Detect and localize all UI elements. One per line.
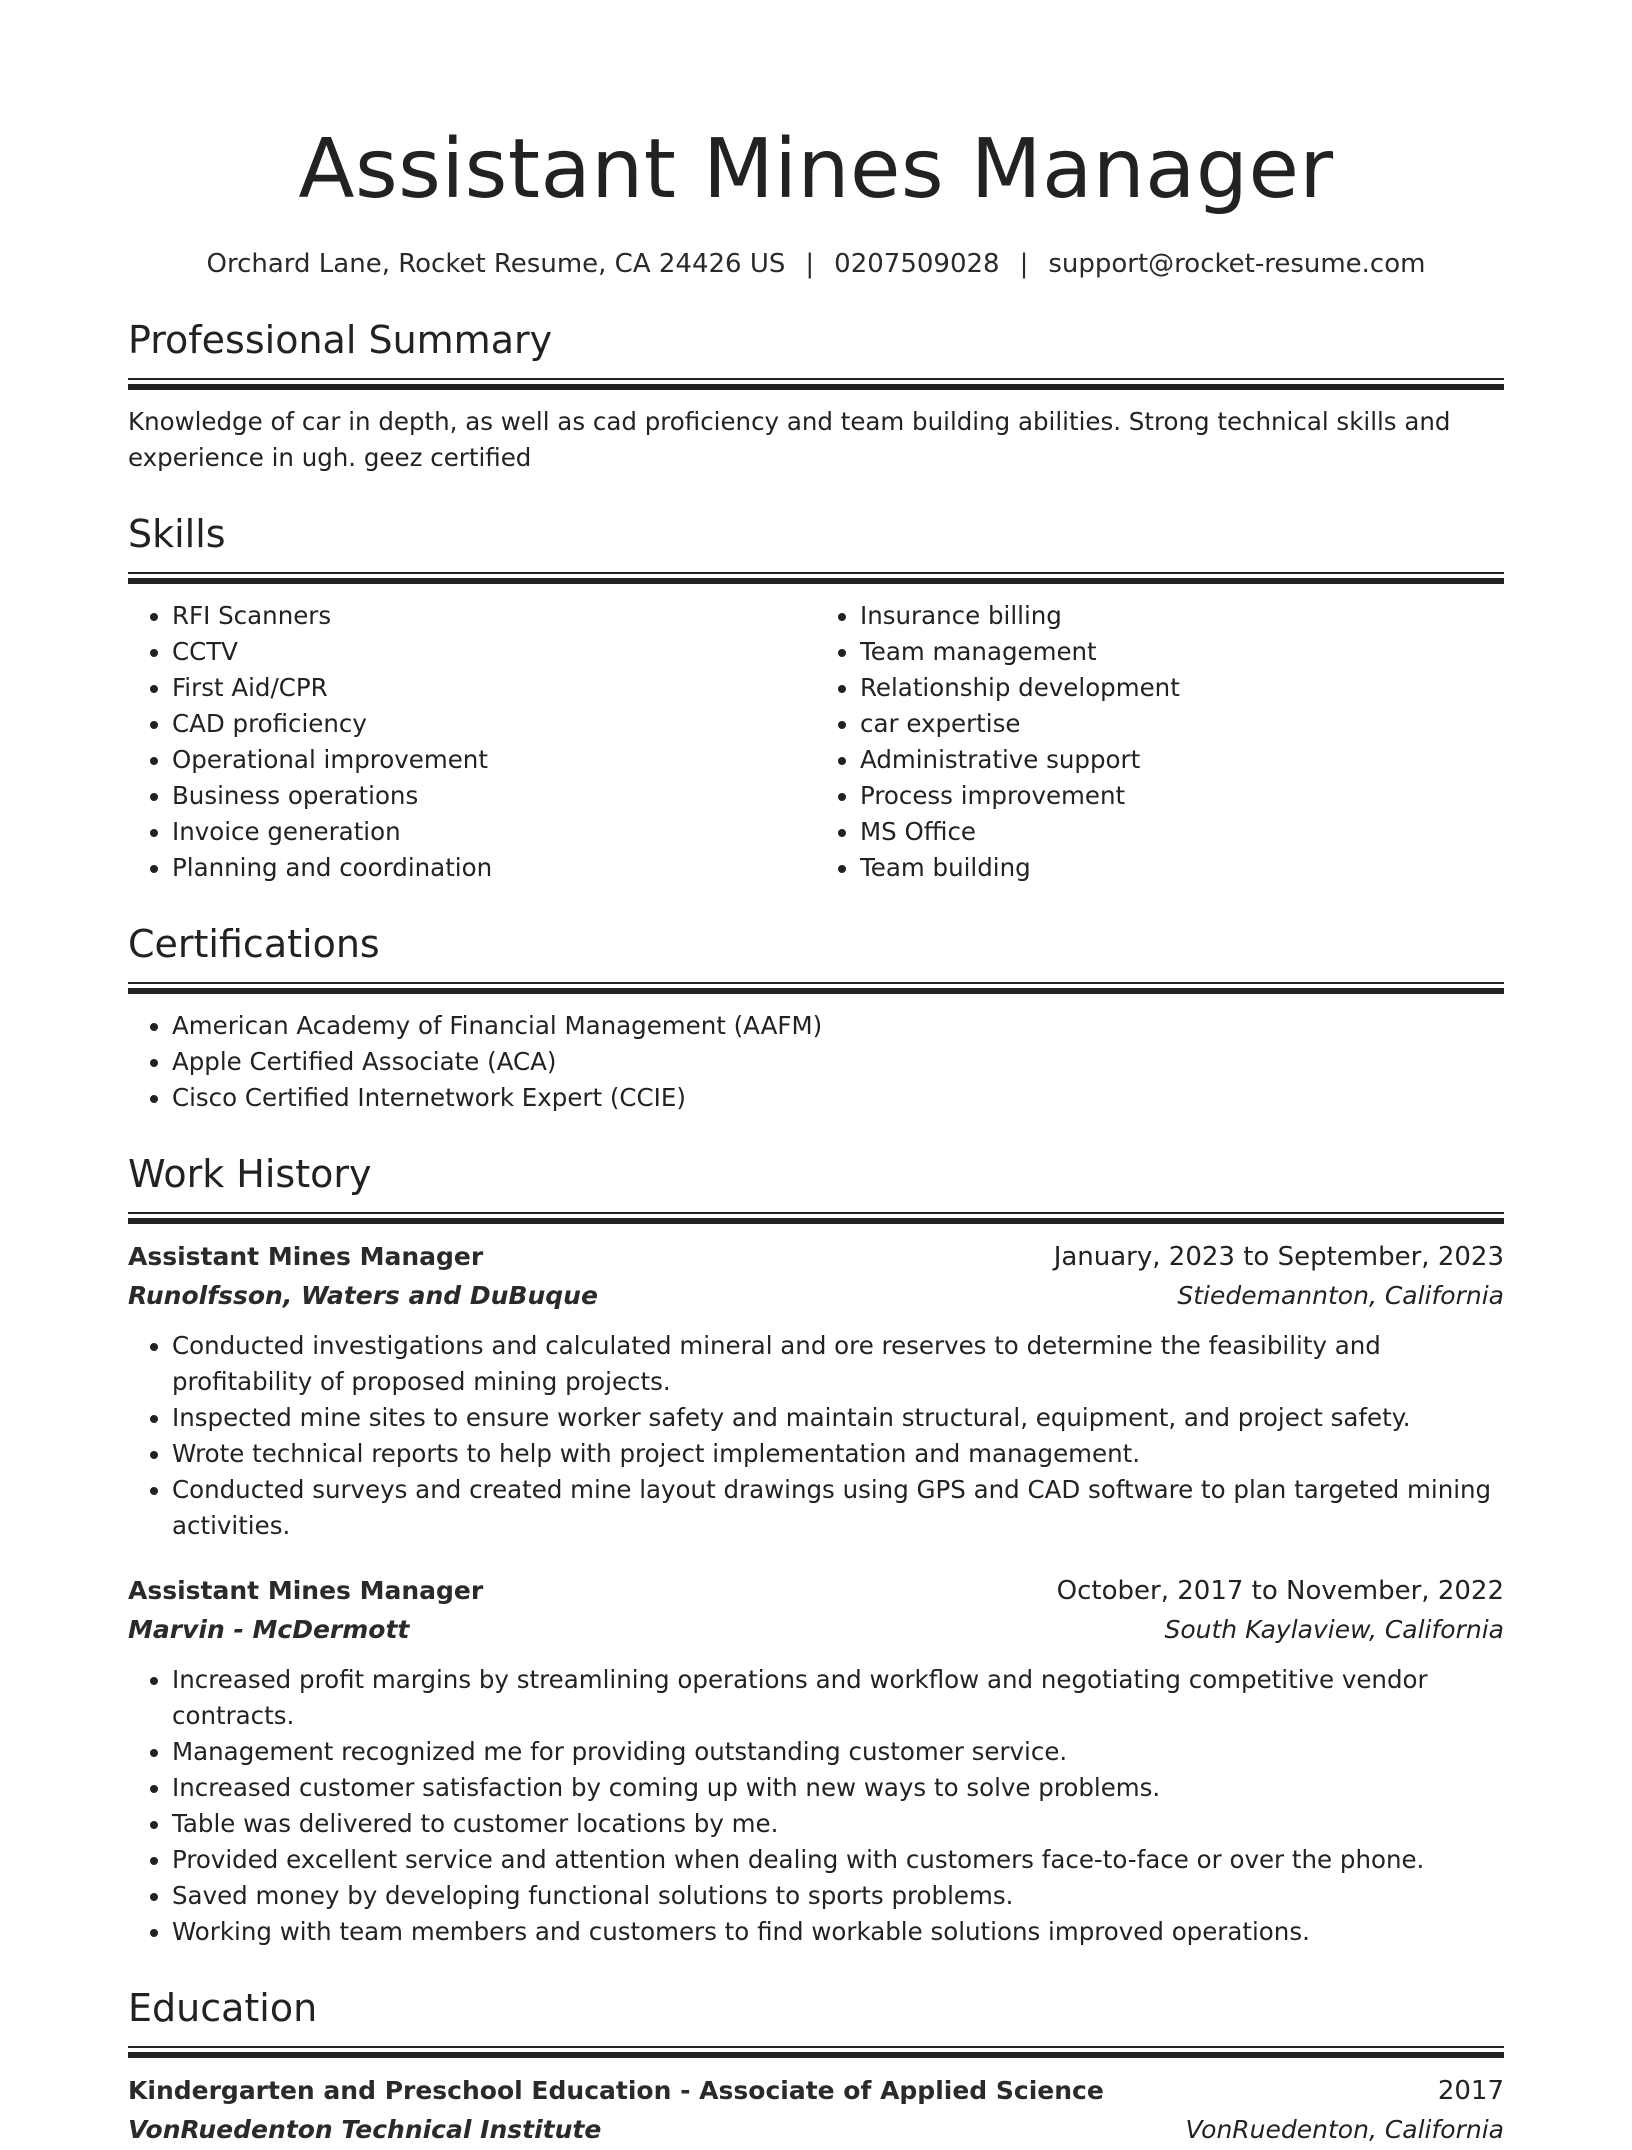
skill-item: • car expertise bbox=[860, 706, 1504, 742]
job-header-row bbox=[128, 1572, 1504, 1610]
job-bullet: • Inspected mine sites to ensure worker safety and maintain structural, equipment, and project safety. bbox=[172, 1400, 1504, 1436]
section-divider bbox=[128, 378, 1504, 390]
certification-item: • Cisco Certified Internetwork Expert (CCIE) bbox=[172, 1080, 1504, 1116]
skill-item: • Team management bbox=[860, 634, 1504, 670]
skill-item: • Business operations bbox=[172, 778, 816, 814]
skill-item: • Team building bbox=[860, 850, 1504, 886]
job-bullet: • Wrote technical reports to help with project implementation and management. bbox=[172, 1436, 1504, 1472]
education-year: 2017 bbox=[1437, 2076, 1504, 2106]
certifications-section bbox=[128, 920, 1504, 1116]
job-company: Marvin - McDermott bbox=[128, 1615, 410, 1644]
job-header-row bbox=[128, 1238, 1504, 1276]
job-bullets bbox=[128, 1328, 1504, 1544]
contact-address: Orchard Lane, Rocket Resume, CA 24426 US bbox=[206, 249, 786, 279]
skill-item: • First Aid/CPR bbox=[172, 670, 816, 706]
certification-item: • American Academy of Financial Management (AAFM) bbox=[172, 1008, 1504, 1044]
section-title-work-history: Work History bbox=[128, 1152, 372, 1196]
skills-section bbox=[128, 510, 1504, 886]
summary-section bbox=[128, 316, 1504, 476]
job-bullet: • Table was delivered to customer locations by me. bbox=[172, 1806, 1504, 1842]
job-company-row bbox=[128, 1276, 1504, 1316]
education-school-row bbox=[128, 2110, 1504, 2150]
summary-text: Knowledge of car in depth, as well as cad proficiency and team building abilities. Strong technical skills and experience in ugh. geez certified bbox=[128, 407, 1451, 472]
education-location: VonRuedenton, California bbox=[1185, 2115, 1504, 2144]
job-company: Runolfsson, Waters and DuBuque bbox=[128, 1281, 598, 1310]
job-bullets bbox=[128, 1662, 1504, 1950]
job-dates: January, 2023 to September, 2023 bbox=[1053, 1242, 1504, 1272]
job-dates: October, 2017 to November, 2022 bbox=[1056, 1576, 1504, 1606]
education-school: VonRuedenton Technical Institute bbox=[128, 2115, 602, 2144]
skill-item: • Planning and coordination bbox=[172, 850, 816, 886]
section-divider bbox=[128, 982, 1504, 994]
education-section bbox=[128, 1984, 1504, 2150]
job-bullet: • Conducted surveys and created mine layout drawings using GPS and CAD software to plan targeted mining activities. bbox=[172, 1472, 1504, 1544]
certification-item: • Apple Certified Associate (ACA) bbox=[172, 1044, 1504, 1080]
job-entry bbox=[128, 1238, 1504, 1544]
section-divider bbox=[128, 2046, 1504, 2058]
job-bullet: • Conducted investigations and calculated mineral and ore reserves to determine the feasibility and profitability of proposed mining projects. bbox=[172, 1328, 1504, 1400]
contact-email: support@rocket-resume.com bbox=[1048, 249, 1426, 279]
job-bullet: • Management recognized me for providing outstanding customer service. bbox=[172, 1734, 1504, 1770]
skill-item: • Insurance billing bbox=[860, 598, 1504, 634]
candidate-name: Assistant Mines Manager bbox=[298, 122, 1334, 217]
skill-item: • Process improvement bbox=[860, 778, 1504, 814]
section-title-skills: Skills bbox=[128, 512, 226, 556]
work-history-section bbox=[128, 1150, 1504, 1950]
education-degree: Kindergarten and Preschool Education - Associate of Applied Science bbox=[128, 2076, 1104, 2105]
contact-separator: | bbox=[805, 249, 815, 279]
section-divider bbox=[128, 1212, 1504, 1224]
skill-item: • RFI Scanners bbox=[172, 598, 816, 634]
skill-item: • Operational improvement bbox=[172, 742, 816, 778]
job-bullet: • Provided excellent service and attention when dealing with customers face-to-face or over the phone. bbox=[172, 1842, 1504, 1878]
skill-item: • Invoice generation bbox=[172, 814, 816, 850]
skills-grid bbox=[128, 598, 1504, 886]
job-bullet: • Saved money by developing functional solutions to sports problems. bbox=[172, 1878, 1504, 1914]
section-title-summary: Professional Summary bbox=[128, 318, 553, 362]
skills-list-right bbox=[816, 598, 1504, 886]
certifications-list bbox=[128, 1008, 1504, 1116]
section-divider bbox=[128, 572, 1504, 584]
job-bullet: • Increased customer satisfaction by coming up with new ways to solve problems. bbox=[172, 1770, 1504, 1806]
contact-separator: | bbox=[1019, 249, 1029, 279]
job-location: Stiedemannton, California bbox=[1177, 1281, 1504, 1310]
job-company-row bbox=[128, 1610, 1504, 1650]
skill-item: • Relationship development bbox=[860, 670, 1504, 706]
education-header-row bbox=[128, 2072, 1504, 2110]
skill-item: • MS Office bbox=[860, 814, 1504, 850]
contact-line bbox=[128, 246, 1504, 282]
job-bullet: • Increased profit margins by streamlining operations and workflow and negotiating competitive vendor contracts. bbox=[172, 1662, 1504, 1734]
job-bullet: • Working with team members and customers to find workable solutions improved operations. bbox=[172, 1914, 1504, 1950]
skill-item: • Administrative support bbox=[860, 742, 1504, 778]
job-location: South Kaylaview, California bbox=[1164, 1615, 1504, 1644]
section-title-education: Education bbox=[128, 1986, 318, 2030]
skill-item: • CCTV bbox=[172, 634, 816, 670]
contact-phone: 0207509028 bbox=[834, 249, 1000, 279]
job-entry bbox=[128, 1572, 1504, 1950]
job-title: Assistant Mines Manager bbox=[128, 1576, 484, 1605]
section-title-certifications: Certifications bbox=[128, 922, 380, 966]
skills-list-left bbox=[128, 598, 816, 886]
skill-item: • CAD proficiency bbox=[172, 706, 816, 742]
job-title: Assistant Mines Manager bbox=[128, 1242, 484, 1271]
